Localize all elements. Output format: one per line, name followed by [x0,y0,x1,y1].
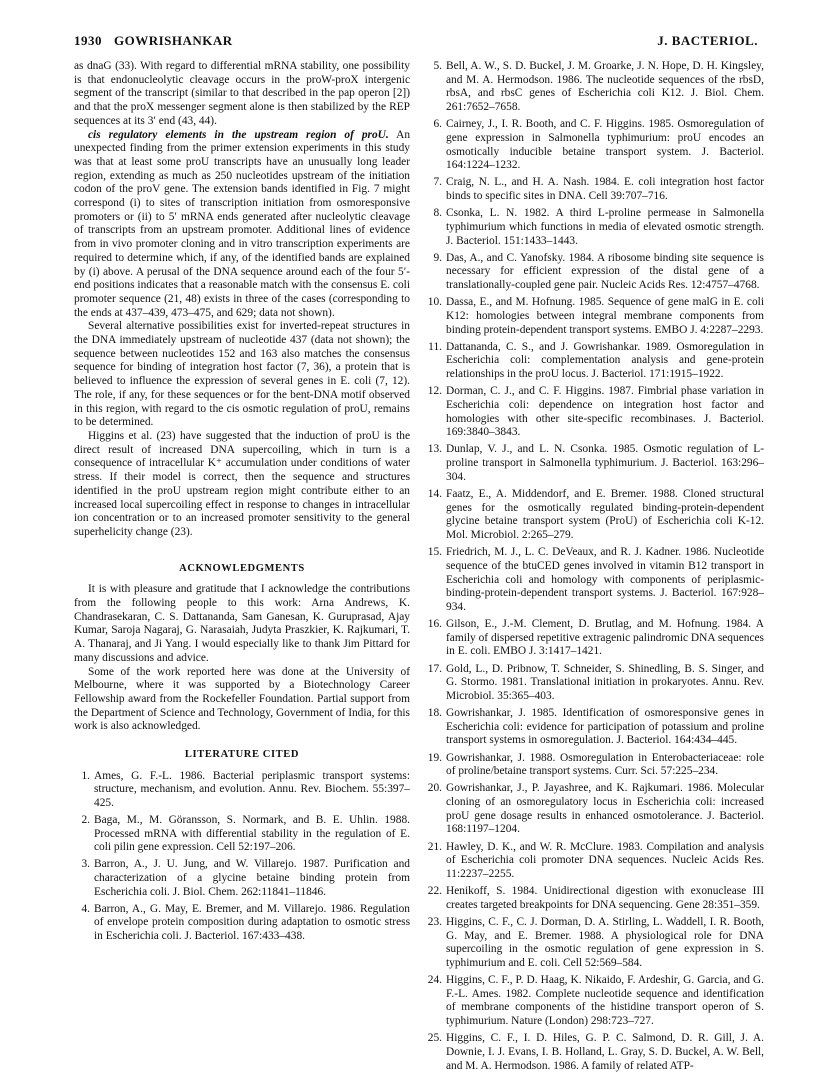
literature-heading: LITERATURE CITED [184,749,300,761]
acknowledgments-paragraph: Some of the work reported here was done at the University of Melbourne, where it was supported by a Biotechnology Career Fellowship award from the Rockefeller Foundation. Partial support from the Department of Science and Technology, Government of India, for this work is also acknowledged. [74,665,410,733]
reference-number: 14. [427,487,442,500]
reference-number: 18. [427,707,442,720]
reference-text: Gowrishankar, J., P. Jayashree, and K. Rajkumari. 1986. Molecular cloning of an osmoregulatory locus in Escherichia coli: increased proU gene dosage results in enhanced osmotolerance. J. Bacteriol. 168:1197–1204. [446,782,764,836]
reference-text: Faatz, E., A. Middendorf, and E. Bremer. 1988. Cloned structural genes for the osmotically regulated binding-protein-dependent glycine betaine transport system (ProU) of Escherichia coli K-12. Mol. Microbiol. 2:265–279. [446,487,764,542]
reference-item [424,207,764,248]
reference-text: Gowrishankar, J. 1988. Osmoregulation in Enterobacteriaceae: role of proline/betaine transport systems. Curr. Sci. 57:225–234. [446,751,764,778]
reference-text: Dassa, E., and M. Hofnung. 1985. Sequence of gene malG in E. coli K12: homologies between integral membrane components from binding protein-dependent transport systems. EMBO J. 4:2287–2293. [446,296,764,336]
reference-item [424,443,764,484]
reference-number: 24. [427,974,442,987]
reference-text: Das, A., and C. Yanofsky. 1984. A ribosome binding site sequence is necessary for efficient expression of the distal gene of a translationally-coupled gene pair. Nucleic Acids Res. 12:4757–4768. [446,251,764,292]
reference-number: 13. [427,443,442,456]
reference-number: 25. [427,1032,442,1045]
reference-number: 12. [427,385,442,398]
reference-text: Gowrishankar, J. 1985. Identification of osmoresponsive genes in Escherichia coli: evidence for participation of potassium and proline transport systems in osmoregulation. J. Bacteriol. 164:434–445. [446,707,764,747]
reference-number: 4. [81,902,90,915]
reference-text: Higgins, C. F., I. D. Hiles, G. P. C. Salmond, D. R. Gill, J. A. Downie, I. J. Evans, I. B. Holland, L. Gray, S. D. Buckel, A. W. Bell, and M. A. Hermodson. 1986. A family of related ATP- [446,1032,764,1072]
reference-item [74,858,410,899]
acknowledgments-heading: ACKNOWLEDGMENTS [179,562,305,574]
journal-name: J. BACTERIOL. [657,33,758,48]
reference-number: 9. [433,251,442,264]
reference-number: 15. [427,546,442,559]
reference-text: Gilson, E., J.-M. Clement, D. Brutlag, and M. Hofnung. 1984. A family of dispersed repetitive extragenic palindromic DNA sequences in E. coli. EMBO J. 3:1417–1421. [446,618,764,658]
reference-item [424,341,764,382]
body-paragraph: as dnaG (33). With regard to differential mRNA stability, one possibility is that endonucleolytic cleavage occurs in the proW-proX intergenic segment of the transcript (similar to that described in the pap operon [2]) and that the proX messenger segment alone is then stabilized by the REP sequences at its 3′ end (43, 44). [74,60,410,127]
right-column [424,60,764,1077]
reference-item [424,916,764,971]
reference-item [424,488,764,543]
reference-item [424,1032,764,1073]
reference-text: Dunlap, V. J., and L. N. Csonka. 1985. Osmotic regulation of L-proline transport in Salmonella typhimurium. J. Bacteriol. 163:296–304. [446,443,764,483]
reference-number: 8. [433,207,442,220]
reference-item [424,546,764,615]
reference-item [424,118,764,173]
body-paragraph: Several alternative possibilities exist for inverted-repeat structures in the DNA immediately upstream of nucleotide 437 (data not shown); the sequence between nucleotides 152 and 163 also matches the consensus sequence for binding of integration host factor (7, 36), a protein that is believed to influence the expression of several genes in E. coli (7, 12). The role, if any, for these sequences or for the bent-DNA motif observed in this region, with regard to the cis osmotic regulation of proU, remains to be determined. [74,320,410,429]
reference-number: 2. [81,814,90,827]
section-lead: cis regulatory elements in the upstream region of proU. [88,128,389,141]
reference-number: 11. [428,340,442,353]
reference-text: Barron, A., J. U. Jung, and W. Villarejo. 1987. Purification and characterization of a glycine betaine binding protein from Escherichia coli. J. Biol. Chem. 262:11841–11846. [94,858,410,898]
reference-text: Craig, N. L., and H. A. Nash. 1984. E. coli integration host factor binds to specific sites in DNA. Cell 39:707–716. [446,176,764,203]
reference-number: 7. [433,176,442,189]
left-column [74,60,410,947]
reference-number: 19. [427,751,442,764]
reference-text: Higgins, C. F., P. D. Haag, K. Nikaido, F. Ardeshir, G. Garcia, and G. F.-L. Ames. 1982. Complete nucleotide sequence and identification of membrane components of the histidine transport operon of S. typhimurium. Nature (London) 298:723–727. [446,974,764,1028]
acknowledgments-paragraph: It is with pleasure and gratitude that I acknowledge the contributions from the following people to this work: Arna Andrews, K. Chandrasekaran, C. S. Dattananda, Sam Ganesan, K. Guruprasad, Ajay Kumar, Saroja Nagaraj, G. Narasaiah, Judyta Praszkier, K. Rajkumari, T. A. Thanaraj, and Ji Yang. I would especially like to thank Jim Pittard for many discussions and advice. [74,583,410,664]
reference-item [424,752,764,779]
page-number: 1930 [74,33,102,48]
reference-number: 16. [427,618,442,631]
reference-text: Cairney, J., I. R. Booth, and C. F. Higgins. 1985. Osmoregulation of gene expression in Salmonella typhimurium: proU encodes an osmotically inducible betaine transport system. J. Bacteriol. 164:1224–1232. [446,118,764,172]
reference-text: Barron, A., G. May, E. Bremer, and M. Villarejo. 1986. Regulation of envelope protein composition during adaptation to osmotic stress in Escherichia coli. J. Bacteriol. 167:433–438. [94,902,410,943]
reference-number: 20. [427,782,442,795]
reference-text: Higgins, C. F., C. J. Dorman, D. A. Stirling, L. Waddell, I. R. Booth, G. May, and E. Bremer. 1988. A physiological role for DNA supercoiling in the osmotic regulation of gene expression in S. typhimurium and E. coli. Cell 52:569–584. [446,915,764,969]
reference-number: 17. [427,662,442,675]
reference-number: 23. [427,915,442,928]
reference-item [424,296,764,337]
reference-item [74,814,410,855]
reference-number: 1. [81,769,90,782]
body-paragraph [74,129,410,321]
reference-text: Bell, A. W., S. D. Buckel, J. M. Groarke, J. N. Hope, D. H. Kingsley, and M. A. Hermodson. 1986. The nucleotide sequences of the rbsD, rbsA, and rbsC genes of Escherichia coli K12. J. Biol. Chem. 261:7652–7658. [446,60,764,114]
reference-item [424,385,764,440]
reference-item [424,618,764,659]
reference-text: Friedrich, M. J., L. C. DeVeaux, and R. J. Kadner. 1986. Nucleotide sequence of the btuCED genes involved in vitamin B12 transport in Escherichia coli and homology with components of periplasmic-binding-protein-dependent transport systems. J. Bacteriol. 167:928–934. [446,546,764,613]
reference-text: Baga, M., M. Göransson, S. Normark, and B. E. Uhlin. 1988. Processed mRNA with differential stability in the regulation of E. coli pilin gene expression. Cell 52:197–206. [94,814,410,854]
reference-item [424,885,764,912]
reference-text: Dattananda, C. S., and J. Gowrishankar. 1989. Osmoregulation in Escherichia coli: complementation analysis and gene-protein relationships in the proU locus. J. Bacteriol. 171:1915–1922. [446,340,764,381]
reference-item [74,770,410,811]
reference-list [424,60,764,1073]
reference-text: Henikoff, S. 1984. Unidirectional digestion with exonuclease III creates targeted breakpoints for DNA sequencing. Gene 28:351–359. [446,885,764,911]
reference-list [74,770,410,944]
section-text: An unexpected finding from the primer extension experiments in this study was that at least some proU transcripts have an unusually long leader region, extending as much as 250 nucleotides upstream of the initiation codon of the proV gene. The extension bands identified in Fig. 7 might correspond (i) to sites of transcription initiation from osmoresponsive promoters or (ii) to 5′ mRNA ends generated after nucleolytic cleavage of transcripts from an upstream promoter. Additional lines of evidence from in vivo promoter cloning and in vitro transcription experiments are required to determine which, if any, of the identified bands are explained by (i) above. A perusal of the DNA sequence around each of the four 5′-end positions indicates that a reasonable match with the consensus E. coli promoter sequence (21, 48) exists in three of the cases (corresponding to the ends at 437–439, 473–475, and 629; data not shown). [74,128,411,319]
reference-item [424,176,764,203]
reference-item [424,252,764,293]
reference-text: Dorman, C. J., and C. F. Higgins. 1987. Fimbrial phase variation in Escherichia coli: dependence on integration host factor and homologies with other site-specific recombinases. J. Bacteriol. 169:3840–3843. [446,385,764,439]
reference-item [424,663,764,704]
reference-number: 5. [433,60,442,72]
reference-item [424,60,764,115]
reference-number: 22. [427,885,442,898]
reference-text: Ames, G. F.-L. 1986. Bacterial periplasmic transport systems: structure, mechanism, and evolution. Annu. Rev. Biochem. 55:397–425. [94,769,410,810]
reference-number: 6. [433,118,442,131]
reference-number: 3. [81,858,90,871]
reference-text: Hawley, D. K., and W. R. McClure. 1983. Compilation and analysis of Escherichia coli promoter DNA sequences. Nucleic Acids Res. 11:2237–2255. [446,840,764,880]
reference-item [424,974,764,1029]
reference-item [424,707,764,748]
reference-text: Csonka, L. N. 1982. A third L-proline permease in Salmonella typhimurium which functions in media of elevated osmotic strength. J. Bacteriol. 151:1433–1443. [446,207,764,247]
reference-item [424,841,764,882]
reference-number: 10. [427,296,442,309]
body-paragraph: Higgins et al. (23) have suggested that the induction of proU is the direct result of increased DNA supercoiling, which in turn is a consequence of intracellular K⁺ accumulation under conditions of water stress. If their model is correct, then the sequence and structures identified in the proU upstream region might contribute either to an increased local supercoiling effect in response to changes in intracellular ion concentration or to an increased promoter sensitivity to the general superhelicity change (23). [74,429,410,538]
page-header [74,33,758,53]
running-author: GOWRISHANKAR [114,33,233,48]
reference-number: 21. [427,840,442,853]
reference-item [74,903,410,944]
reference-text: Gold, L., D. Pribnow, T. Schneider, S. Shinedling, B. S. Singer, and G. Stormo. 1981. Translational initiation in prokaryotes. Annu. Rev. Microbiol. 35:365–403. [446,662,764,702]
reference-item [424,782,764,837]
